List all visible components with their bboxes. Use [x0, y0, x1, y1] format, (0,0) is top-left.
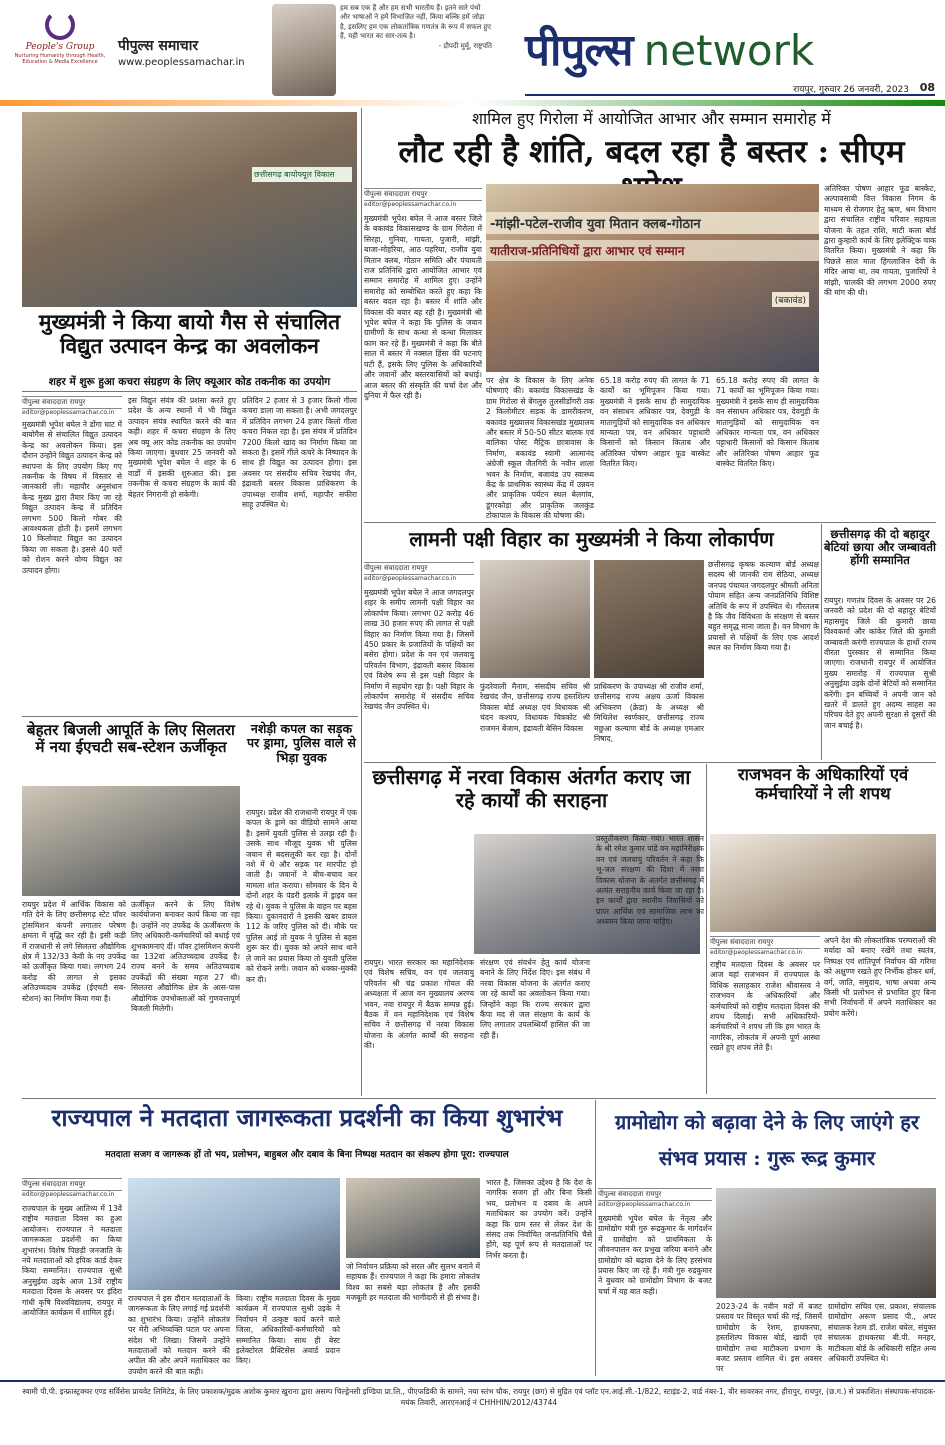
photo-tag: (बकावंड)	[772, 292, 809, 307]
governor-col5: भारत है, जिसका उद्देश्य है कि देश के नागरिक सजग हों और बिना किसी भय, प्रलोभन व दबाव के अपने मताधिकार का उपयोग करें। उन्होंने कहा कि ग्राम स्तर से लेकर देश के संसद तक निर्वाचित जनप्रतिनिधि चैसे होंगे, यह पूर्ण रूप से मतदाताओं पर निर्भर करता है।	[486, 1178, 592, 1260]
biogas-byline	[22, 396, 122, 416]
section-rule	[0, 1380, 945, 1382]
lamni-col1: मुख्यमंत्री भूपेश बघेल ने आज जगदलपुर शहर के समीप लामनी पक्षी विहार का लोकार्पण किया। लगभग 02 करोड़ 46 लाख 30 हजार रुपए की लागत से पक्षी विहार का निर्माण किया गया है। जिसमें 450 प्रकार के प्रजातियों के पक्षियों का बसेरा होगा। प्रदेश के वन एवं जलवायु परिवर्तन विभाग, इंद्रावती बस्तर विकास एवं विशेष रूप से इस पक्षी विहार के निर्माण में सहयोग रहा है। पक्षी विहार के लोकार्पण समारोह में संसदीय सचिव रेखचंद जैन उपस्थित थे।	[364, 588, 474, 712]
byline: पीपुल्स संवाददाता रायपुर	[364, 562, 474, 575]
lead-photo	[486, 184, 819, 372]
biogas-headline: मुख्यमंत्री ने किया बायो गैस से संचालित विद्युत उत्पादन केन्द्र का अवलोकन	[38, 309, 341, 359]
biogas-col1: मुख्यमंत्री भूपेश बघेल ने डोंगा घाट में बायोगैस से संचालित विद्युत उत्पादन केन्द्र का अवलोकन किया। इस दौरान उन्होंने विद्युत उत्पादन केन्द्र को स्थापना के लिए उपयोग किए गए तकनीक के विषय में विस्तार से जानकारी ली। महापौर अनुसंधान केन्द्र मुख्य द्वारा तैयार किए जा रहे विद्युत उत्पादन केन्द्र में प्रतिदिन लगभग 500 किलो गोबर की आवश्यकता होती है। इसमें लगभग 10 किलोवाट विद्युत का उत्पादन किया जा सकता है। इससे 40 घरों को रोशन करने योग्य विद्युत का उत्पादन होगा।	[22, 420, 122, 575]
section-title-hindi: पीपुल्स	[525, 25, 633, 76]
lamni-headline: लामनी पक्षी विहार का मुख्यमंत्री ने किया लोकार्पण	[409, 527, 774, 551]
lead-col3b: 65.18 करोड़ रुपए की लागत के 71 कार्यों का भूमिपूजन किया गया। मुख्यमंत्री ने इसके साथ ही सामुदायिक वन संसाधन अधिकार पत्र, देवगुड़ी के मातागुड़ियों को सामुदायिक वन अधिकार मान्यता पत्र, वन अधिकार पट्टाधारी किसानों को किसान किताब और अतिरिक्त पोषण आहार फूड बास्केट वितरित किए।	[716, 376, 819, 469]
paper-name: पीपुल्स समाचार	[118, 38, 199, 54]
governor-photo-2	[346, 1178, 480, 1258]
governor-col4: जो निर्वाचन प्रक्रिया को सरल और सुलभ बनाने में सहायक हैं। राज्यपाल ने कहा कि हमारा लोकतंत्र विश्व का सबसे बड़ा लोकतंत्र है और इसकी मजबूती हर मतदाता की भागीदारी से ही संभव है।	[346, 1262, 480, 1303]
lamni-byline	[364, 562, 474, 582]
lead-col3-part: 65.18 करोड़ रुपए की लागत के 71 कार्यों का भूमिपूजन किया गया। मुख्यमंत्री ने इसके साथ ही सामुदायिक वन संसाधन अधिकार पत्र, देवगुड़ी के मातागुड़ियों को सामुदायिक वन अधिकार मान्यता पत्र, वन अधिकार पट्टाधारी किसानों को किसान किताब और अतिरिक्त पोषण आहार फूड बास्केट वितरित किए।	[600, 376, 710, 469]
group-logo	[10, 10, 110, 96]
tricolor-stripe	[0, 100, 945, 106]
gramodyog-col2: 2023-24 के नवीन मदों में बजट प्रस्ताव पर विस्तृत चर्चा की गई, जिसमें ग्रामोद्योग के रेशम, हाथकरघा, हस्तशिल्प विकास बोर्ड, खादी एवं ग्रामोद्योग तथा माटीकला प्रभाग के बजट प्रस्ताव शामिल थे। इस अवसर पर	[716, 1302, 822, 1374]
section-rule	[22, 716, 358, 717]
photo-banner: -मांझी-पटेल-राजीव युवा मितान क्लब-गोठान	[486, 212, 819, 234]
imprint-line: स्वामी पी.पी. इन्फ्रास्ट्रक्चर एण्ड सर्विसेस प्रायवेट लिमिटेड, के लिए प्रकाशक/मुद्रक अशोक कुमार खुराना द्वारा असम्प चिल्ड्रेनसी इण्डिया प्रा.लि., पीएफडिकी के सामने, नया स्तंभ चौक, रायपुर (छग) से मुद्रित एवं प्लॉट एन.आई.सी.-1/822, स्टाइंड-2, वार्ड नंबर-1, वीर सावरकर नगर, हीरापुर, रायपुर, (छ.ग.) से प्रकाशित। संस्थापक-संपादक-मयंक तिवारी, आरएनआई नं CHHHIN/2012/43744	[22, 1387, 936, 1407]
byline: पीपुल्स संवाददाता रायपुर	[710, 936, 820, 949]
daughters-body: रायपुर। गणतंत्र दिवस के अवसर पर 26 जनवरी को प्रदेश की दो बहादुर बेटियों महासमुंद जिले की कुमारी छाया विश्वकर्मा और कांकेर जिले की कुमारी जम्बावती करंगी राज्यपाल के हाथों राज्य वीरता पुरस्कार से सम्मानित किया जाएगा। राजधानी रायपुर में आयोजित मुख्य समारोह में राज्यपाल सुश्री अनुसुईया उइके दोनों बेटियों को सम्मानित करेंगी। इन बच्चियों ने अपनी जान को खतरे में डालते हुए अदम्य साहस का परिचय देते हुए अपनी सुरक्षा से दूसरों की जान बचाई है।	[824, 596, 936, 730]
gramodyog-col3: ग्रामोद्योग सचिव एस. प्रकाश, संचालक ग्रामोद्योग अरूण प्रसाद पी., अपर संचालक रेशम डॉ. राजेश बघेल, संयुक्त संचालक हाथकरघा बी.पी. मनहर, माटीकला बोर्ड के अधिकारी सहित अन्य अधिकारी उपस्थित थे।	[828, 1302, 936, 1364]
lamni-caption: फुंदरेवाली मैनाम, संसदीय सचिव श्री रेखचंद जैन, छत्तीसगढ़ राज्य हस्तशिल्प विकास बोर्ड अध्यक्ष एवं विधायक श्री चंदन कश्यप, विधायक चित्रकोट श्री राजमन बेंजाम, इंद्रावती बेसिन विकास	[480, 682, 590, 733]
email-link[interactable]: editor@peoplessamachar.co.in	[710, 949, 803, 956]
section-rule	[22, 1098, 936, 1099]
narva-col2: संरक्षण एवं संवर्धन हेतु कार्य योजना बनाने के लिए निर्देश दिए। इस संबंध में नरवा विकास योजना के अंतर्गत कराए जा रहे कार्यों का अवलोकन किया गया। जिन्होंने कहा कि राज्य सरकार द्वारा कैंपा मद से जल संरक्षण के कार्य के लिए लगातार उपलब्धियाँ हासिल की जा रही हैं।	[480, 958, 590, 1040]
column-rule	[361, 108, 362, 1096]
logo-ring-icon	[45, 10, 75, 40]
lead-col1b-text: मुख्यमंत्री श्री भूपेश बघेल ने कहा कि पुलिस के जवान ग्रामीणों के साथ कन्धा से कन्धा मिलाकर काम कर रहे हैं। मुख्यमंत्री ने कहा कि बीते साल में बस्तर में नक्सल हिंसा की घटनाएं घटी हैं, इसके लिए पुलिस के अधिकारियों और जवानों और बस्तरवासियों को बधाई। आज बस्तर की संस्कृति की चर्चा देश और दुनिया में फैल रही है।	[364, 307, 483, 400]
byline: पीपुल्स संवाददाता रायपुर	[22, 1178, 122, 1191]
narva-headline: छत्तीसगढ़ में नरवा विकास अंतर्गत कराए जा रहे कार्यों की सराहना	[372, 765, 691, 812]
rajbhavan-col2: अपने देश की लोकतांत्रिक परम्पराओं की मर्यादा को बनाए रखेंगे तथा स्वतंत्र, निष्पक्ष एवं शांतिपूर्ण निर्वाचन की गरिमा को अक्षुण्ण रखते हुए निर्भीक होकर धर्म, वर्ग, जाति, समुदाय, भाषा अथवा अन्य किसी भी प्रलोभन से प्रभावित हुए बिना सभी निर्वाचनों में अपने मताधिकार का प्रयोग करेंगे।	[824, 936, 936, 1018]
lead-col1-text: मुख्यमंत्री भूपेश बघेल ने आज बस्तर जिले के बकावंड विकासखण्ड के ग्राम गिरोला में सिरहा, गुनिया, गायता, पुजारी, मांझी, बाजा-मोहरिया, आठ पहरिया, राजीव युवा मितान क्लब, गोठान समिति और पंचायती राज प्रतिनिधि द्वारा आयोजित आभार एवं सम्मान समारोह में शामिल हुए। उन्होंने समारोह को सम्बोधित करते हुए कहा कि बस्तर बदल रहा है। बस्तर में शांति और विकास की बयार बह रही है।	[364, 214, 482, 317]
substation-col1: रायपुर प्रदेश में आर्थिक विकास को गति देने के लिए छत्तीसगढ़ स्टेट पॉवर ट्रांसमिशन कंपनी लगातार परेषण क्षमता में वृद्धि कर रही है। इसी कड़ी में राजधानी से लगे सिलतरा औद्योगिक क्षेत्र में 132/33 केवी के नए उपकेंद्र को ऊर्जीकृत किया गया। लगभग 24 करोड़ की लागत से इसका अतिउच्चदाब उपकेंद्र (ईएचटी सब-स्टेशन) का निर्माण किया गया है।	[22, 900, 126, 1003]
lamni-col2: प्राधिकरण के उपाध्यक्ष श्री राजीव शर्मा, छत्तीसगढ़ राज्य अक्षय ऊर्जा विकास अभिकरण (क्रेडा) के अध्यक्ष श्री मिथिलेश स्वर्णकार, छत्तीसगढ़ राज्य मछुआ कल्याण बोर्ड के अध्यक्ष एमआर निषाद,	[594, 682, 704, 744]
quote-text: हम सब एक हैं और हम सभी भारतीय हैं। इतने सारे पंथों और भाषाओं ने हमें विभाजित नहीं, किया बल्कि हमें जोड़ा है, इसलिए हम एक लोकतांत्रिक गणतंत्र के रूप में सफल हुए हैं, यही भारत का सार-तत्व है।	[340, 4, 492, 41]
group-tagline: Nurturing Humanity through Health, Education & Media Excellence	[14, 53, 106, 65]
photo-banner-2: यातीराज-प्रतिनिधियों द्वारा आभार एवं सम्मान	[486, 240, 819, 261]
gramodyog-col1: मुख्यमंत्री भूपेश बघेल के नेतृत्व और ग्रामोद्योग मंत्री गुरु रूद्रकुमार के मार्गदर्शन में ग्रामोद्योग को प्राथमिकता के जीवनपालन कर प्रभुख जरिया बनाने और ग्रामोद्योग को बढ़ावा देने के लिए हरसंभव प्रयास किए जा रहे हैं। मंत्री गुरु रुद्रकुमार ने बुधवार को ग्रामोद्योग विभाग के बजट चर्चा में यह बात कही।	[598, 1214, 712, 1296]
biogas-col2: इस विद्युत संयंत्र की प्रशंसा करते हुए प्रदेश के अन्य स्थानों में भी विद्युत उत्पादन संयंत्र स्थापित करने की बात कही। शहर में कचरा संग्रहण के लिए अब क्यू आर कोड तकनीक का उपयोग किया जाएगा। बुधवार 25 जनवरी को मुख्यमंत्री भूपेश बघेल ने शहर के 6 वार्डों में इसकी शुरुआत की। इस तकनीक से कचरा संग्रहण के कार्य की बेहतर निगरानी हो सकेगी।	[128, 396, 236, 499]
byline: पीपुल्स संवाददाता रायपुर	[598, 1188, 712, 1201]
column-rule	[821, 524, 822, 760]
rajbhavan-photo	[710, 834, 936, 932]
biogas-subhead: शहर में शुरू हुआ कचरा संग्रहण के लिए क्यूआर कोड तकनीक का उपयोग	[22, 375, 357, 392]
narva-col3: प्रस्तुतीकरण किया गया। भारत शासन के श्री रमेश कुमार पांडे वन महानिरीक्षक वन एवं जलवायु परिवर्तन ने कहा कि भू-जल संरक्षण की दिशा में नरवा विकास योजना के अंतर्गत छत्तीसगढ़ में अत्यंत सराहनीय कार्य किया जा रहा है। इन कार्यों द्वारा स्थानीय निवासियों को प्राप्त आर्थिक एवं सामाजिक लाभ का अध्ययन किया जाना चाहिए।	[596, 834, 704, 927]
byline: पीपुल्स संवाददाता रायपुर	[364, 188, 482, 201]
governor-byline	[22, 1178, 122, 1198]
lamni-col3: छत्तीसगढ़ कृषक कल्याण बोर्ड अध्यक्ष सदस्य श्री जानकी राम सेठिया, अध्यक्ष जनपद पंचायत जगदलपुर श्रीमती अनिता पोयाम सहित अन्य जनप्रतिनिधि विशिष्ट अतिथि के रूप में उपस्थित थे। गौरतलब है कि जैव विविधता के संरक्षण से बस्तर बहुत समृद्ध माना जाता है। वन विभाग के प्रयासों से पक्षियों के लिए एक आदर्श स्थल का निर्माण किया गया है।	[708, 560, 819, 653]
dateline: रायपुर, गुरुवार 26 जनवरी, 2023	[793, 85, 909, 95]
biogas-col3: प्रतिदिन 2 हजार से 3 हजार किलो गीला कचरा डाला जा सकता है। अभी जगदलपुर में प्रतिदिन लगभग 24 हजार किलो गीला कचरा निकल रहा है। इस संयंत्र में प्रतिदिन 7200 किलो खाद का निर्माण किया जा सकता है। इसमें गीले कचरे के निष्पादन के साथ ही विद्युत का उत्पादन होगा। इस अवसर पर संसदीय सचिव रेखचंद जैन, इंद्रावती बस्तर विकास प्राधिकरण के उपाध्यक्ष राजीव शर्मा, महापौर सफीरा साहू उपस्थित थे।	[242, 396, 357, 510]
column-rule	[706, 764, 707, 1094]
governor-headline: राज्यपाल ने मतदाता जागरूकता प्रदर्शनी का किया शुभारंभ	[51, 1103, 563, 1132]
lead-kicker: शामिल हुए गिरोला में आयोजित आभार और सम्मान समारोह में	[472, 109, 831, 128]
substation-col2: ऊर्जीकृत करने के लिए विशेष कार्ययोजना बनाकर कार्य किया जा रहा है। उन्होंने नए उपकेंद्र के ऊर्जीकरण के लिए अधिकारी-कर्मचारियों को बधाई एवं शुभकामनाएं दीं। पॉवर ट्रांसमिशन कंपनी का 132वां अतिउच्चदाब उपकेंद्र है। राज्य बनने के समय अतिउच्चदाब उपकेंद्रों की संख्या महज 27 थी। सिलतरा औद्योगिक क्षेत्र के आस-पास औद्योगिक उपभोक्ताओं को गुणवत्तापूर्ण बिजली मिलेगी।	[131, 900, 240, 1014]
youth-body: रायपुर। प्रदेश की राजधानी रायपुर में एक कपल के ड्रामे का वीडियो सामने आया है। इसमें युवती पुलिस से उलझ रही है। उसके साथ मौजूद युवक भी पुलिस जवान से बदसलूकी कर रहा है। दोनों नशे में थे और सड़क पर मारपीट हो जाती है। जवानों ने बीच-बचाव कर मामला शांत कराया। सोमवार के दिन ये दोनों शहर के पंडरी इलाके में ड्राइव कर रहे थे। युवक ने पुलिस के वाहन पर बहस किया। दुकानदारों ने इसकी खबर डायल 112 के जरिए पुलिस को दी। मौके पर पुलिस आई तो युवक ने पुलिस से बहस शुरू कर दी। युवक को अपने साथ थाने ले जाने का प्रयास किया तो युवती पुलिस को रोकने लगी। जवान को धक्का-मुक्की कर दी।	[246, 808, 357, 984]
lead-col2: पर क्षेत्र के विकास के लिए अनेक घोषणाएं की। बकावंड विकासखंड के ग्राम गिरोला से बेंगलुरु तुलसीडोंगरी तक 2 किलोमीटर सड़क के डामरीकरण, बकावंड मुख्यालय विकासखंड मुख्यालय और बस्तर में 50-50 सीटर बालक एवं बालिका पोस्ट मैट्रिक छात्रावास के निर्माण, बकावंड स्वामी आत्मानंद अंग्रेजी स्कूल जैतगिरी के नवीन शाला भवन के निर्माण, बजावंड उप स्वास्थ्य केंद्र के प्राथमिक स्वास्थ्य केंद्र में उन्नयन और प्राकृतिक पर्यटन स्थल बेलगांव, डूंगरकोड़ा और प्राकृतिक जलकुंड टोकापाल के विकास की घोषणा की।	[486, 376, 594, 521]
governor-col3: किया। राष्ट्रीय मतदाता दिवस के मुख्य कार्यक्रम में राज्यपाल सुश्री उइके ने निर्वाचन में उत्कृष्ट कार्य करने वाले जिला, अधिकारियों-कर्मचारियों को सम्मानित किया। साथ ही बेस्ट इलेक्टोरल प्रैक्टिसेस अवार्ड प्रदान किए।	[236, 1294, 340, 1366]
photo-sign-text: छत्तीसगढ़ बायोफ्यूल विकास	[252, 167, 352, 182]
section-title	[525, 18, 925, 78]
lamni-photo-1	[480, 560, 590, 678]
section-title-english: network	[643, 26, 815, 75]
quote-box	[340, 4, 492, 96]
governor-col2: राज्यपाल ने इस दौरान मतदाताओं के जागरूकता के लिए लगाई गई प्रदर्शनी का शुभारंभ किया। उन्होंने लोकतंत्र पर मेरी अभिव्यक्ति पटल पर अपना संदेश भी लिखा। जिसमें उन्होंने मतदाताओं को मतदान करने की अपील की और अपने मताधिकार का उपयोग करने की बात कही।	[128, 1294, 230, 1376]
narva-col1: रायपुर। भारत सरकार का महानिदेशक एवं विशेष सचिव, वन एवं जलवायु परिवर्तन श्री चंद्र प्रकाश गोयल की अध्यक्षता में आज वन मुख्यालय अरण्य भवन, नवा रायपुर में बैठक सम्पन्न हुई। बैठक में वन महानिदेशक एवं विशेष सचिव ने छत्तीसगढ़ में नरवा विकास योजना के अंतर्गत कार्यों की सराहना की।	[364, 958, 474, 1051]
governor-subhead: मतदाता सजग व जागरूक हों तो भय, प्रलोभन, बाहुबल और दबाव के बिना निष्पक्ष मतदान का संकल्प होगा पूरा: राज्यपाल	[105, 1150, 509, 1160]
dateline-bar	[525, 80, 935, 96]
email-link[interactable]: editor@peoplessamachar.co.in	[22, 409, 115, 416]
byline: पीपुल्स संवाददाता रायपुर	[22, 396, 122, 409]
lead-headline: लौट रही है शांति, बदल रहा है बस्तर : सीएम	[398, 134, 905, 170]
rajbhavan-headline: राजभवन के अधिकारियों एवं कर्मचारियों ने ली शपथ	[737, 765, 909, 803]
quote-author: - द्रौपदी मुर्मू, राष्ट्रपति	[438, 41, 492, 50]
lamni-photo-2	[594, 560, 704, 678]
group-name: People's Group	[25, 42, 95, 52]
page-number: 08	[919, 81, 935, 94]
column-rule	[595, 1100, 596, 1376]
rajbhavan-byline	[710, 936, 820, 956]
paper-brand	[118, 36, 268, 80]
substation-photo	[22, 786, 240, 896]
youth-headline: नशेड़ी कपल का सड़क पर ड्रामा, पुलिस वाले से भिड़ा युवक	[247, 721, 356, 765]
gramodyog-headline: ग्रामोद्योग को बढ़ावा देने के लिए जाएंगे हर संभव प्रयास : गुरू रूद्र कुमार	[614, 1110, 920, 1170]
governor-col1: राज्यपाल के मुख्य आतिथ्य में 13वें राष्ट्रीय मतदाता दिवस का हुआ आयोजन। राज्यपाल ने मतदाता जागरूकता प्रदर्शनी का किया शुभारंभ। विशेष पिछड़ी जनजाति के नये मतदाताओं को इपिक कार्ड देकर किया सम्मानित। राज्यपाल सुश्री अनुसुईया उइके आज 13वें राष्ट्रीय मतदाता दिवस के अवसर पर इंदिरा गांधी कृषि विश्वविद्यालय, रायपुर में आयोजित कार्यक्रम में शामिल हुईं।	[22, 1204, 122, 1318]
governor-photo	[128, 1178, 340, 1290]
lead-col4: अतिरिक्त पोषण आहार फूड बास्केट, अल्पावसायी वित्त विकास निगम के माध्यम से रोजगार हेतु ऋण, श्रम विभाग द्वारा संचालित राष्ट्रीय परिवार सहायता योजना के तहत राशि, माटी कला बोर्ड द्वारा कुम्हारी कार्य के लिए इलेक्ट्रिक चाक वितरित किया। मुख्यमंत्री ने कहा कि पिछले साल माता हिंगलाजिन देवी के मंदिर आया था, तब गायता, पुजारियों ने मांझी, चालकी की लगभग 2000 रुपए की मांग की थी।	[824, 184, 936, 298]
website-link[interactable]: www.peoplessamachar.in	[118, 57, 245, 68]
substation-headline: बेहतर बिजली आपूर्ति के लिए सिलतरा में नया ईएचटी सब-स्टेशन ऊर्जीकृत	[27, 721, 235, 757]
daughters-headline: छत्तीसगढ़ की दो बहादुर बेटियां छाया और जम्बावती होंगी सम्मानित	[824, 527, 936, 568]
section-rule	[364, 522, 936, 523]
masthead	[0, 0, 945, 102]
gramodyog-byline	[598, 1188, 712, 1208]
email-link[interactable]: editor@peoplessamachar.co.in	[598, 1201, 691, 1208]
rajbhavan-col1: राष्ट्रीय मतदाता दिवस के अवसर पर आज यहां राजभवन में राज्यपाल के विधिक सलाहकार राजेश श्रीवास्तव ने राजभवन के अधिकारियों और कर्मचारियों को राष्ट्रीय मतदाता दिवस की शपथ दिलाई। सभी अधिकारियों-कर्मचारियों ने शपथ ली कि हम भारत के नागरिक, लोकतंत्र में अपनी पूर्ण आस्था रखते हुए शपथ लेते हैं।	[710, 960, 820, 1053]
lead-col1	[364, 214, 482, 514]
email-link[interactable]: editor@peoplessamachar.co.in	[22, 1191, 115, 1198]
biogas-photo	[22, 112, 357, 307]
email-link[interactable]: editor@peoplessamachar.co.in	[364, 201, 457, 208]
gramodyog-photo	[716, 1188, 936, 1298]
email-link[interactable]: editor@peoplessamachar.co.in	[364, 575, 457, 582]
president-portrait	[272, 4, 336, 96]
section-rule	[364, 762, 936, 763]
lead-byline	[364, 188, 482, 208]
